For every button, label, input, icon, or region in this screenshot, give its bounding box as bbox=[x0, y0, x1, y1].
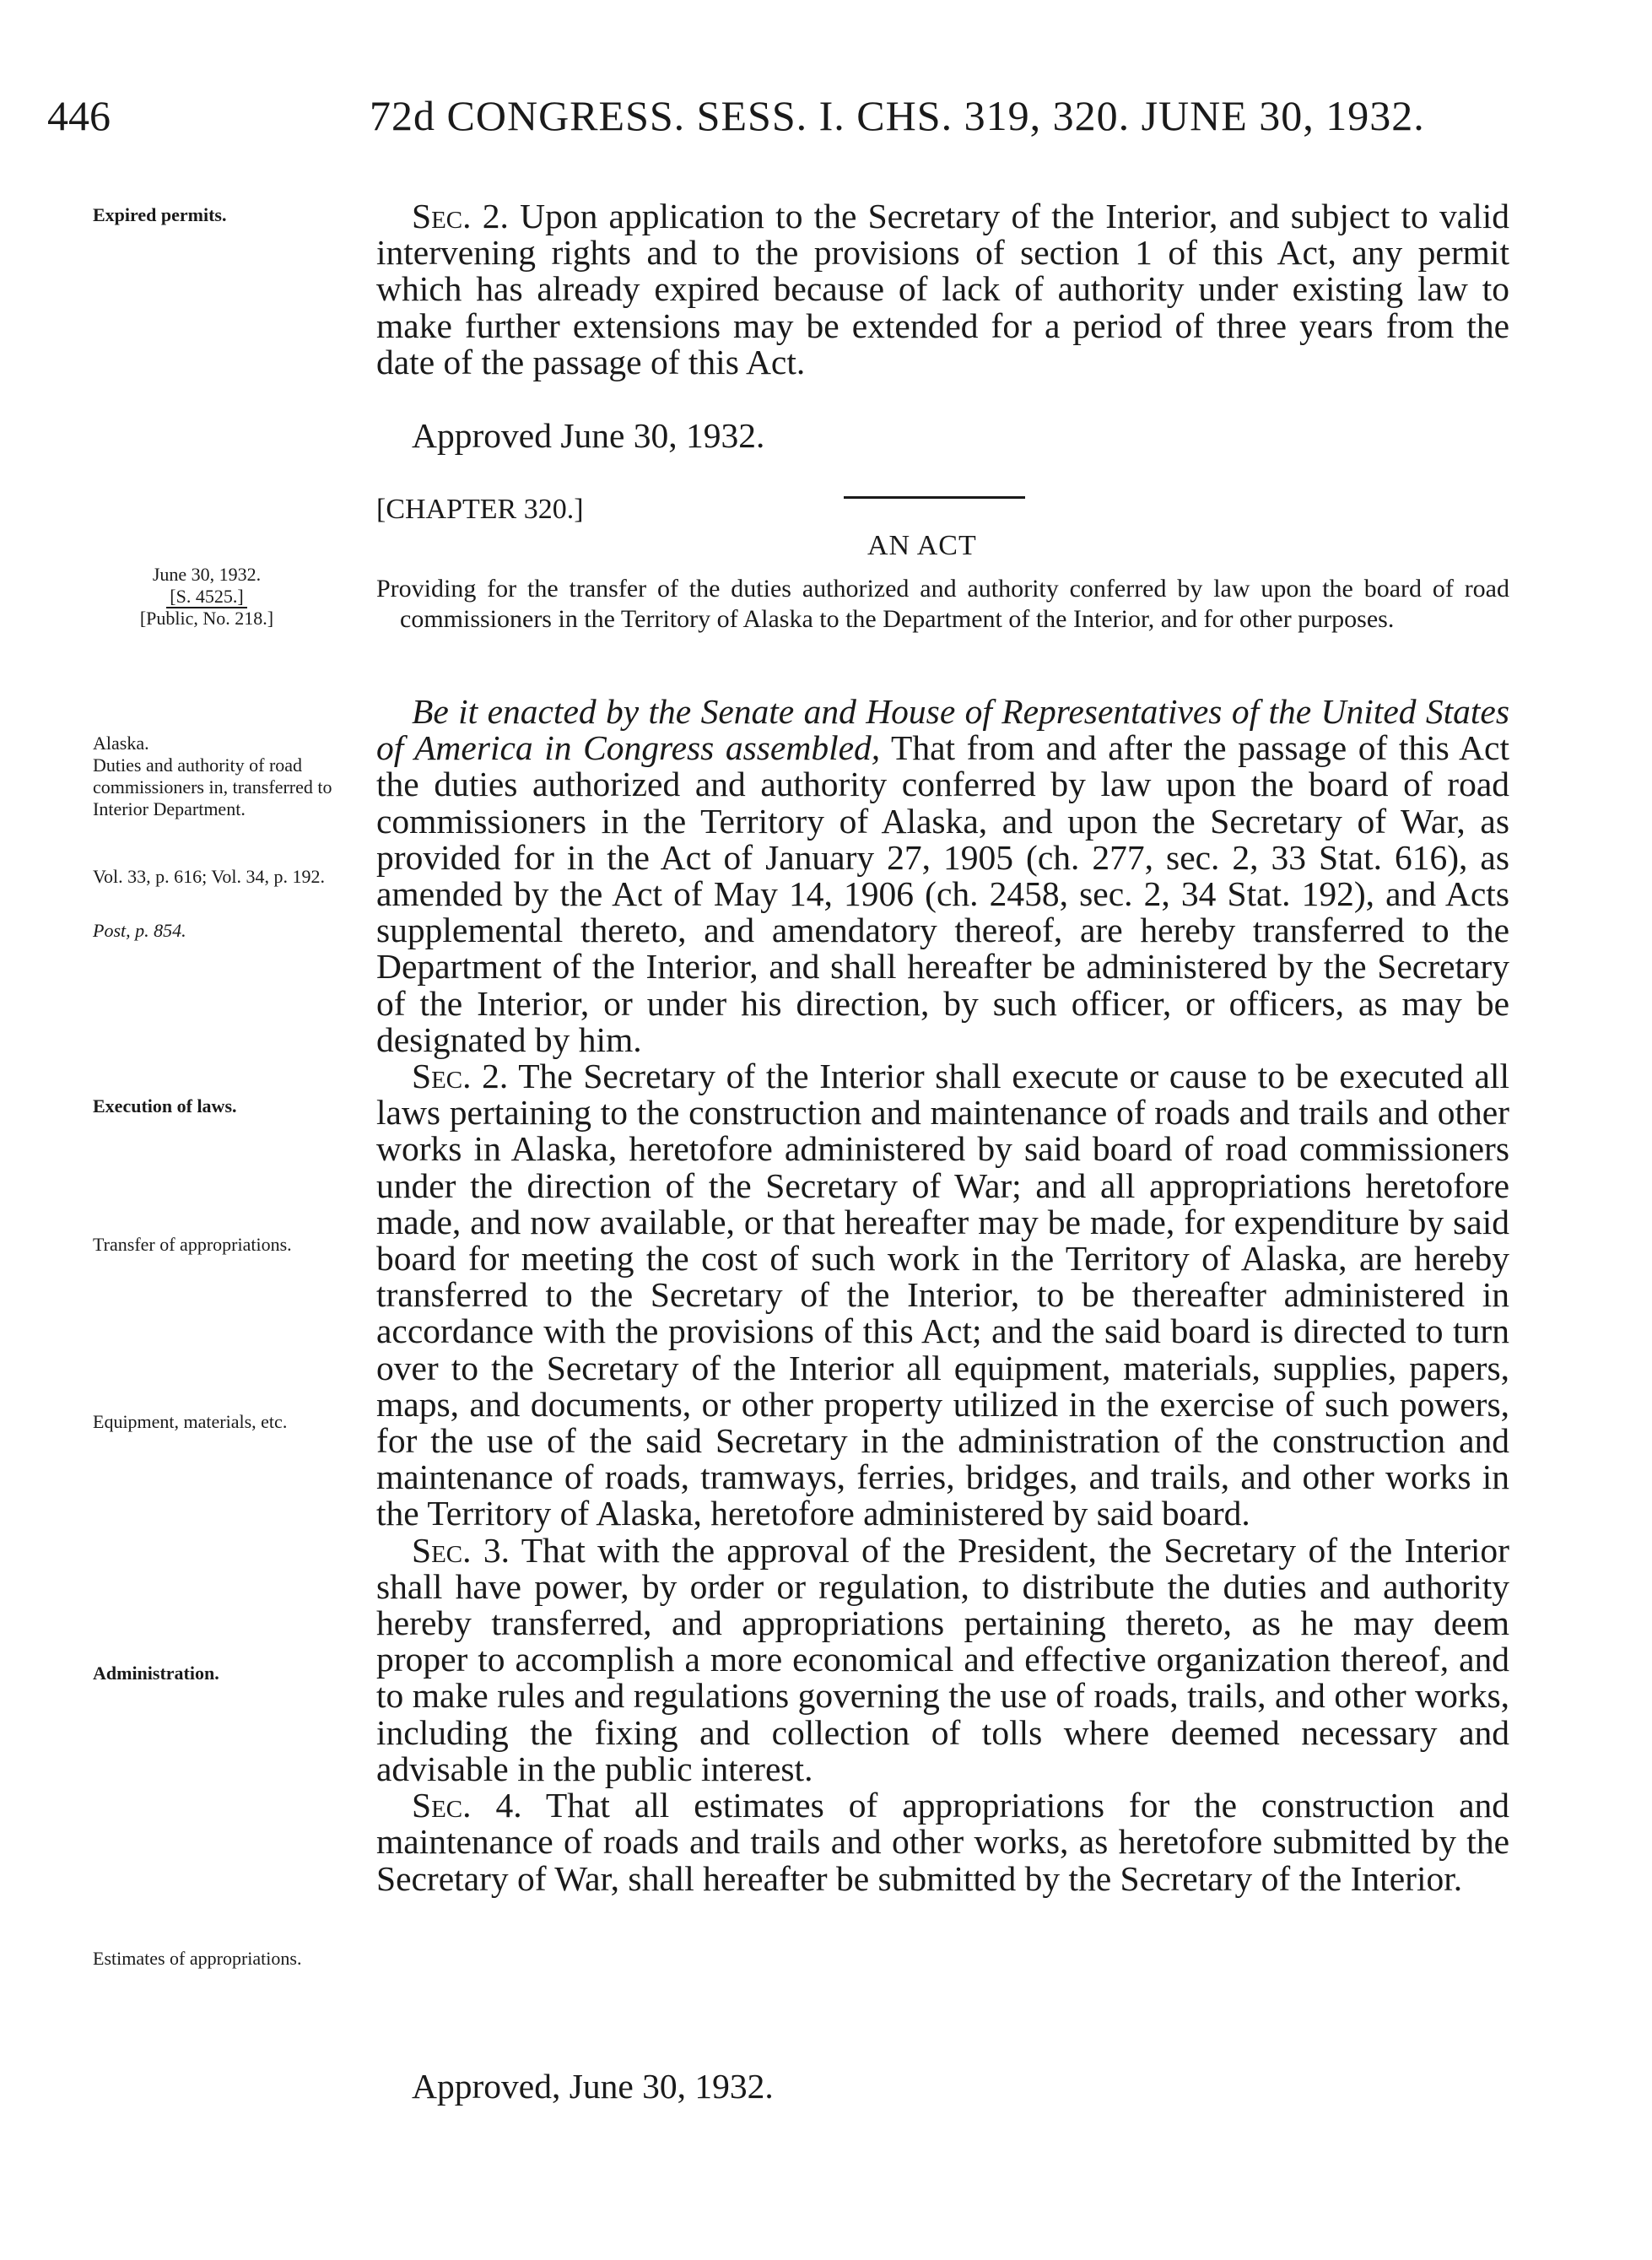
approved-line-ch320: Approved, June 30, 1932. bbox=[412, 2067, 774, 2106]
section-3-label: Sec. 3. bbox=[412, 1530, 510, 1570]
act-body bbox=[376, 694, 1509, 1897]
margin-note-expired-permits: Expired permits. bbox=[93, 204, 227, 225]
section-2-previous-chapter bbox=[376, 198, 1509, 381]
section-4 bbox=[376, 1787, 1509, 1897]
section-2-text: The Secretary of the Interior shall execute or cause to be executed all laws pertaining to the construction and maintenance of roads and trails and other works in Alaska, heretofore administered by said board of road commissioners under the direction of the Secretary of War; and all appropriations heretofore made, and now available, or that hereafter may be made, for expenditure by said board for meeting the cost of such work in the Territory of Alaska, are hereby transferred to the Secretary of the Interior, to be thereafter administered in accordance with the provisions of this Act; and the said board is directed to turn over to the Secretary of the Interior all equipment, materials, supplies, papers, maps, and documents, or other property utilized in the exercise of such powers, for the use of the said Secretary in the administration of the construction and maintenance of roads, tramways, ferries, bridges, and trails, and other works in the Territory of Alaska, heretofore administered by said board. bbox=[376, 1057, 1509, 1533]
page-number: 446 bbox=[47, 92, 111, 139]
enacting-clause bbox=[376, 694, 1509, 1058]
bill-meta bbox=[51, 564, 363, 630]
section-3-text: That with the approval of the President, the Secretary of the Interior shall have power, by order or regulation, to distribute the duties and authority hereby transferred, and appropriations pertaining thereto, as he may deem proper to accomplish a more economical and effective organization thereof, and to make rules and regulations governing the use of roads, trails, and other works, including the fixing and collection of tolls where deemed necessary and advisable in the public interest. bbox=[376, 1530, 1509, 1788]
section-4-text: That all estimates of appropriations for the construction and maintenance of roads and trails and other works, as heretofore submitted by the Secretary of War, shall hereafter be submitted by the Secretary of the Interior. bbox=[376, 1786, 1509, 1898]
margin-note-alaska bbox=[93, 733, 371, 820]
act-title: AN ACT bbox=[867, 530, 977, 561]
margin-note-post bbox=[93, 920, 371, 942]
section-2-label: Sec. 2. bbox=[412, 1057, 509, 1096]
margin-note-alaska-duties: Duties and authority of road commissioners in, transferred to Interior Department. bbox=[93, 754, 332, 819]
section-3 bbox=[376, 1530, 1509, 1788]
enacting-text: That from and after the passage of this Act the duties authorized and authority conferred by law upon the board of road commissioners in the Territory of Alaska, and upon the Secretary of War, as provided for in the Act of January 27, 1905 (ch. 277, sec. 2, 33 Stat. 616), as amended by the Act of May 14, 1906 (ch. 2458, sec. 2, 34 Stat. 192), and Acts supplemental thereto, and amendatory thereof, are hereby transferred to the Department of the Interior, and shall hereafter be administered by the Secretary of the Interior, or under his direction, by such officer, or officers, as may be designated by him. bbox=[376, 728, 1509, 1059]
section-text: Upon application to the Secretary of the Interior, and subject to valid intervening rights and to the provisions of section 1 of this Act, any permit which has already expired because of lack of authority under existing law to make further extensions may be extended for a period of three years from the date of the passage of this Act. bbox=[376, 197, 1510, 381]
section-label: Sec. 2. bbox=[412, 197, 509, 235]
margin-note-estimates: Estimates of appropriations. bbox=[93, 1948, 302, 1969]
margin-note-transfer: Transfer of appropriations. bbox=[93, 1234, 292, 1255]
bill-number: [S. 4525.] bbox=[166, 586, 246, 608]
chapter-label: [CHAPTER 320.] bbox=[376, 494, 584, 525]
margin-note-alaska-title: Alaska. bbox=[93, 733, 149, 754]
margin-note-vol-citation: Vol. 33, p. 616; Vol. 34, p. 192. bbox=[93, 866, 326, 887]
margin-note-equipment: Equipment, materials, etc. bbox=[93, 1411, 288, 1432]
act-purpose bbox=[376, 574, 1509, 635]
margin-note-administration: Administration. bbox=[93, 1663, 219, 1684]
enacting-italic: Be it enacted by the Senate and House of Representatives of the United States of America in Congress assembled, bbox=[376, 692, 1509, 768]
public-law-number: [Public, No. 218.] bbox=[139, 608, 274, 629]
purpose-text: Providing for the transfer of the duties authorized and authority conferred by law upon the board of road commissioners in the Territory of Alaska to the Department of the Interior, and for other purposes. bbox=[376, 575, 1509, 633]
section-2 bbox=[376, 1058, 1509, 1533]
chapter-divider-rule bbox=[844, 496, 1025, 499]
margin-note-execution: Execution of laws. bbox=[93, 1095, 237, 1116]
running-head: 72d CONGRESS. SESS. I. CHS. 319, 320. JUNE 30, 1932. bbox=[370, 92, 1425, 139]
margin-note-post-text: Post, p. 854. bbox=[93, 920, 186, 941]
bill-date: June 30, 1932. bbox=[152, 564, 262, 585]
approved-line-ch319: Approved June 30, 1932. bbox=[412, 416, 765, 455]
section-4-label: Sec. 4. bbox=[412, 1786, 522, 1825]
